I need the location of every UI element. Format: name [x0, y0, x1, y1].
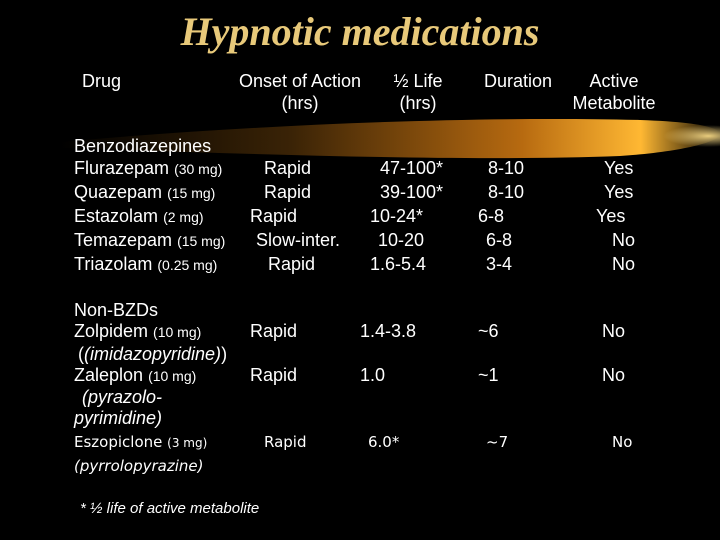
duration-value: ~6	[478, 321, 499, 341]
header-duration: Duration	[483, 71, 553, 91]
half-life-value: 47-100*	[380, 158, 444, 178]
drug-name: Triazolam	[74, 254, 153, 274]
drug-dose: (10 mg)	[148, 368, 197, 384]
drug-class-line2: pyrimidine)	[74, 408, 163, 428]
duration-value: 3-4	[486, 254, 513, 274]
active-metabolite-value: Yes	[604, 182, 634, 202]
onset-value: Rapid	[250, 365, 298, 385]
duration-value: 8-10	[488, 182, 525, 202]
duration-value: ~7	[486, 433, 509, 451]
page-title: Hypnotic medications	[180, 9, 540, 54]
drug-dose: (0.25 mg)	[157, 257, 218, 273]
active-metabolite-value: Yes	[604, 158, 634, 178]
onset-value: Rapid	[264, 182, 312, 202]
drug-dose: (10 mg)	[153, 324, 202, 340]
drug-name: Quazepam	[74, 182, 163, 202]
header-drug: Drug	[82, 71, 122, 91]
onset-value: Rapid	[268, 254, 316, 274]
drug-dose: (15 mg)	[177, 233, 226, 249]
active-metabolite-value: No	[602, 365, 626, 385]
duration-value: 8-10	[488, 158, 525, 178]
half-life-value: 39-100*	[380, 182, 444, 202]
onset-value: Rapid	[264, 158, 312, 178]
drug-dose: (15 mg)	[167, 185, 216, 201]
onset-value: Rapid	[264, 433, 307, 451]
active-metabolite-value: No	[612, 433, 633, 451]
half-life-value: 1.6-5.4	[370, 254, 427, 274]
drug-dose: (2 mg)	[163, 209, 204, 225]
onset-value: Rapid	[250, 321, 298, 341]
onset-value: Slow-inter.	[256, 230, 341, 250]
active-metabolite-value: No	[602, 321, 626, 341]
duration-value: 6-8	[478, 206, 505, 226]
half-life-value: 10-24*	[370, 206, 424, 226]
drug-class: (pyrrolopyrazine)	[74, 457, 204, 475]
header-half-life: ½ Life (hrs)	[393, 71, 443, 113]
footnote: * ½ life of active metabolite	[80, 500, 260, 517]
section-heading-non-bzds: Non-BZDs	[74, 300, 159, 320]
drug-class-line1: (pyrazolo-	[82, 387, 163, 407]
duration-value: 6-8	[486, 230, 513, 250]
onset-value: Rapid	[250, 206, 298, 226]
drug-name: Zaleplon	[74, 365, 144, 385]
header-onset: Onset of Action (hrs)	[238, 71, 362, 113]
drug-name: Temazepam	[74, 230, 173, 250]
drug-name: Flurazepam	[74, 158, 170, 178]
half-life-value: 10-20	[378, 230, 425, 250]
drug-dose: (30 mg)	[174, 161, 223, 177]
header-active-metabolite: Active Metabolite	[572, 71, 656, 113]
drug-name: Zolpidem	[74, 321, 149, 341]
half-life-value: 1.4-3.8	[360, 321, 417, 341]
active-metabolite-value: No	[612, 254, 636, 274]
duration-value: ~1	[478, 365, 499, 385]
half-life-value: 1.0	[360, 365, 386, 385]
drug-name: Estazolam	[74, 206, 159, 226]
section-heading-benzodiazepines: Benzodiazepines	[74, 136, 212, 156]
half-life-value: 6.0*	[368, 433, 400, 451]
active-metabolite-value: No	[612, 230, 636, 250]
drug-name: Eszopiclone	[74, 433, 163, 451]
drug-class: ((imidazopyridine))	[78, 344, 228, 364]
active-metabolite-value: Yes	[596, 206, 626, 226]
drug-dose: (3 mg)	[167, 436, 208, 450]
